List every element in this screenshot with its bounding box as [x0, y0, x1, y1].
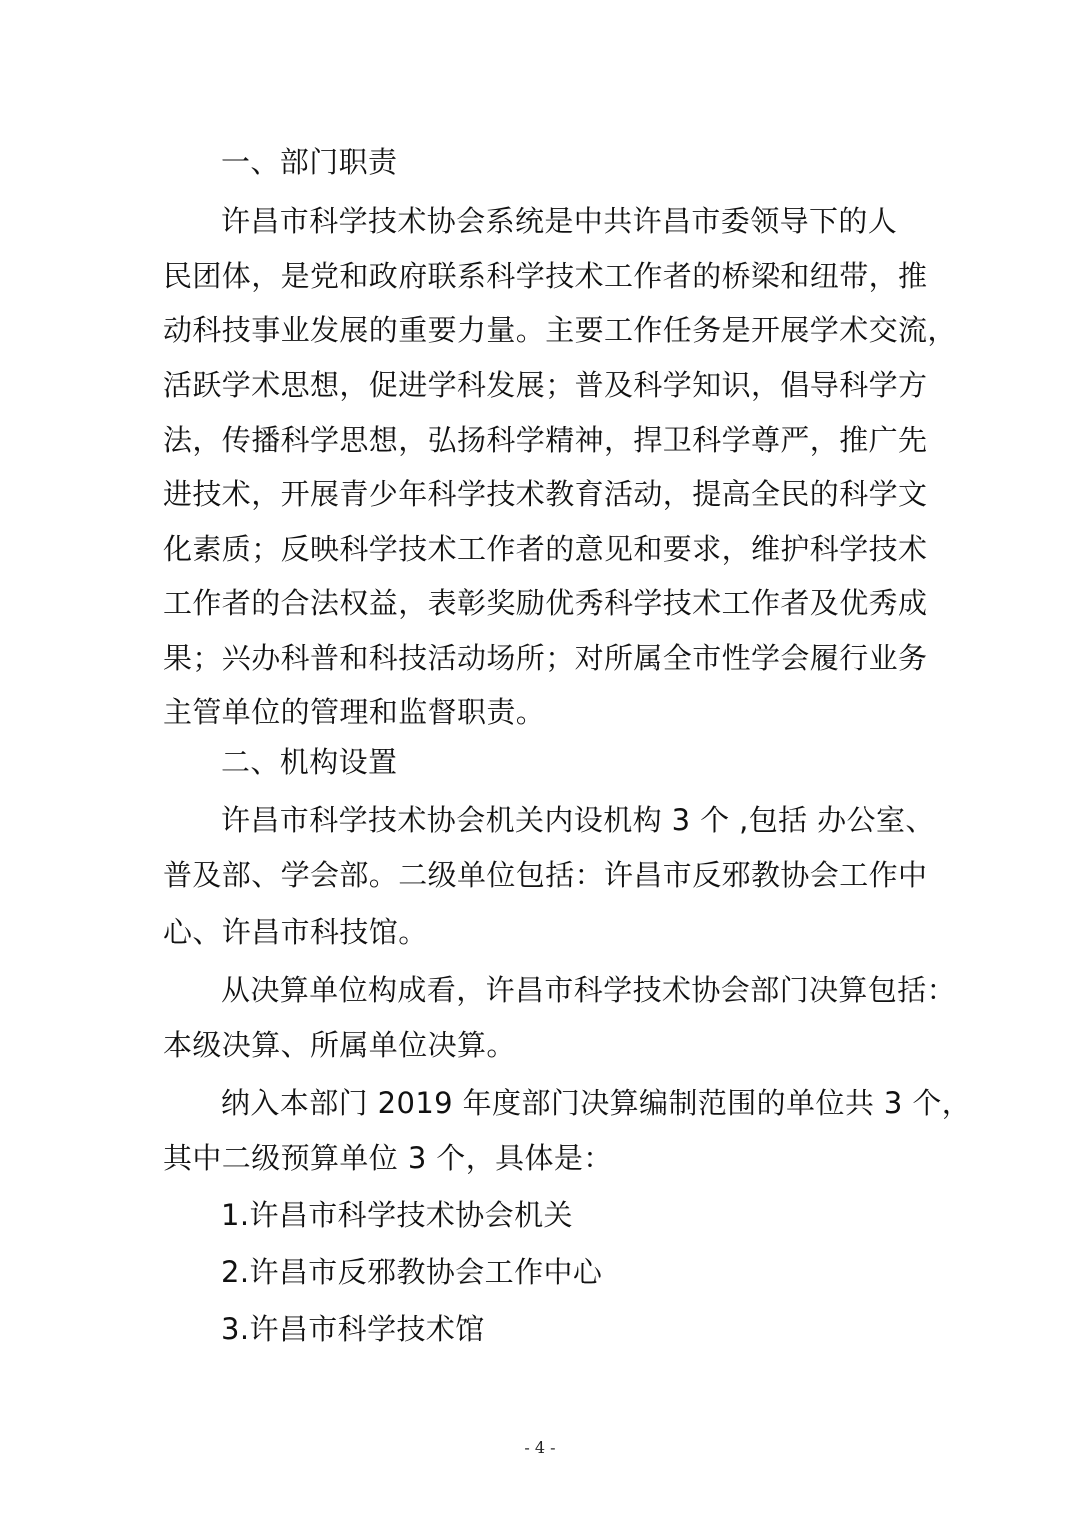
paragraph-line: 本级决算、所属单位决算。: [163, 1028, 516, 1062]
paragraph-line: 工作者的合法权益，表彰奖励优秀科学技术工作者及优秀成: [163, 586, 928, 620]
section-heading-duties: 一、部门职责: [221, 145, 398, 179]
list-item: 3.许昌市科学技术馆: [221, 1312, 485, 1346]
paragraph-line: 活跃学术思想，促进学科发展；普及科学知识，倡导科学方: [163, 368, 928, 402]
paragraph-line: 许昌市科学技术协会系统是中共许昌市委领导下的人: [221, 204, 898, 238]
list-item: 2.许昌市反邪教协会工作中心: [221, 1255, 603, 1289]
paragraph-line: 心、许昌市科技馆。: [163, 915, 428, 949]
paragraph-line: 主管单位的管理和监督职责。: [163, 695, 546, 729]
paragraph-line: 果；兴办科普和科技活动场所；对所属全市性学会履行业务: [163, 641, 928, 675]
paragraph-line: 普及部、学会部。二级单位包括：许昌市反邪教协会工作中: [163, 858, 928, 892]
paragraph-line: 法，传播科学思想，弘扬科学精神，捍卫科学尊严，推广先: [163, 423, 928, 457]
section-heading-organization: 二、机构设置: [221, 745, 398, 779]
paragraph-line: 化素质；反映科学技术工作者的意见和要求，维护科学技术: [163, 532, 928, 566]
paragraph-line: 进技术，开展青少年科学技术教育活动，提高全民的科学文: [163, 477, 928, 511]
page-number: - 4 -: [524, 1438, 556, 1457]
paragraph-line: 从决算单位构成看，许昌市科学技术协会部门决算包括：: [221, 973, 957, 1007]
paragraph-line: 纳入本部门 2019 年度部门决算编制范围的单位共 3 个，: [221, 1086, 972, 1120]
paragraph-line: 民团体，是党和政府联系科学技术工作者的桥梁和纽带，推: [163, 259, 928, 293]
paragraph-line: 其中二级预算单位 3 个，具体是：: [163, 1141, 613, 1175]
list-item: 1.许昌市科学技术协会机关: [221, 1198, 573, 1232]
paragraph-line: 动科技事业发展的重要力量。主要工作任务是开展学术交流，: [163, 313, 957, 347]
paragraph-line: 许昌市科学技术协会机关内设机构 3 个 ,包括 办公室、: [221, 803, 935, 837]
